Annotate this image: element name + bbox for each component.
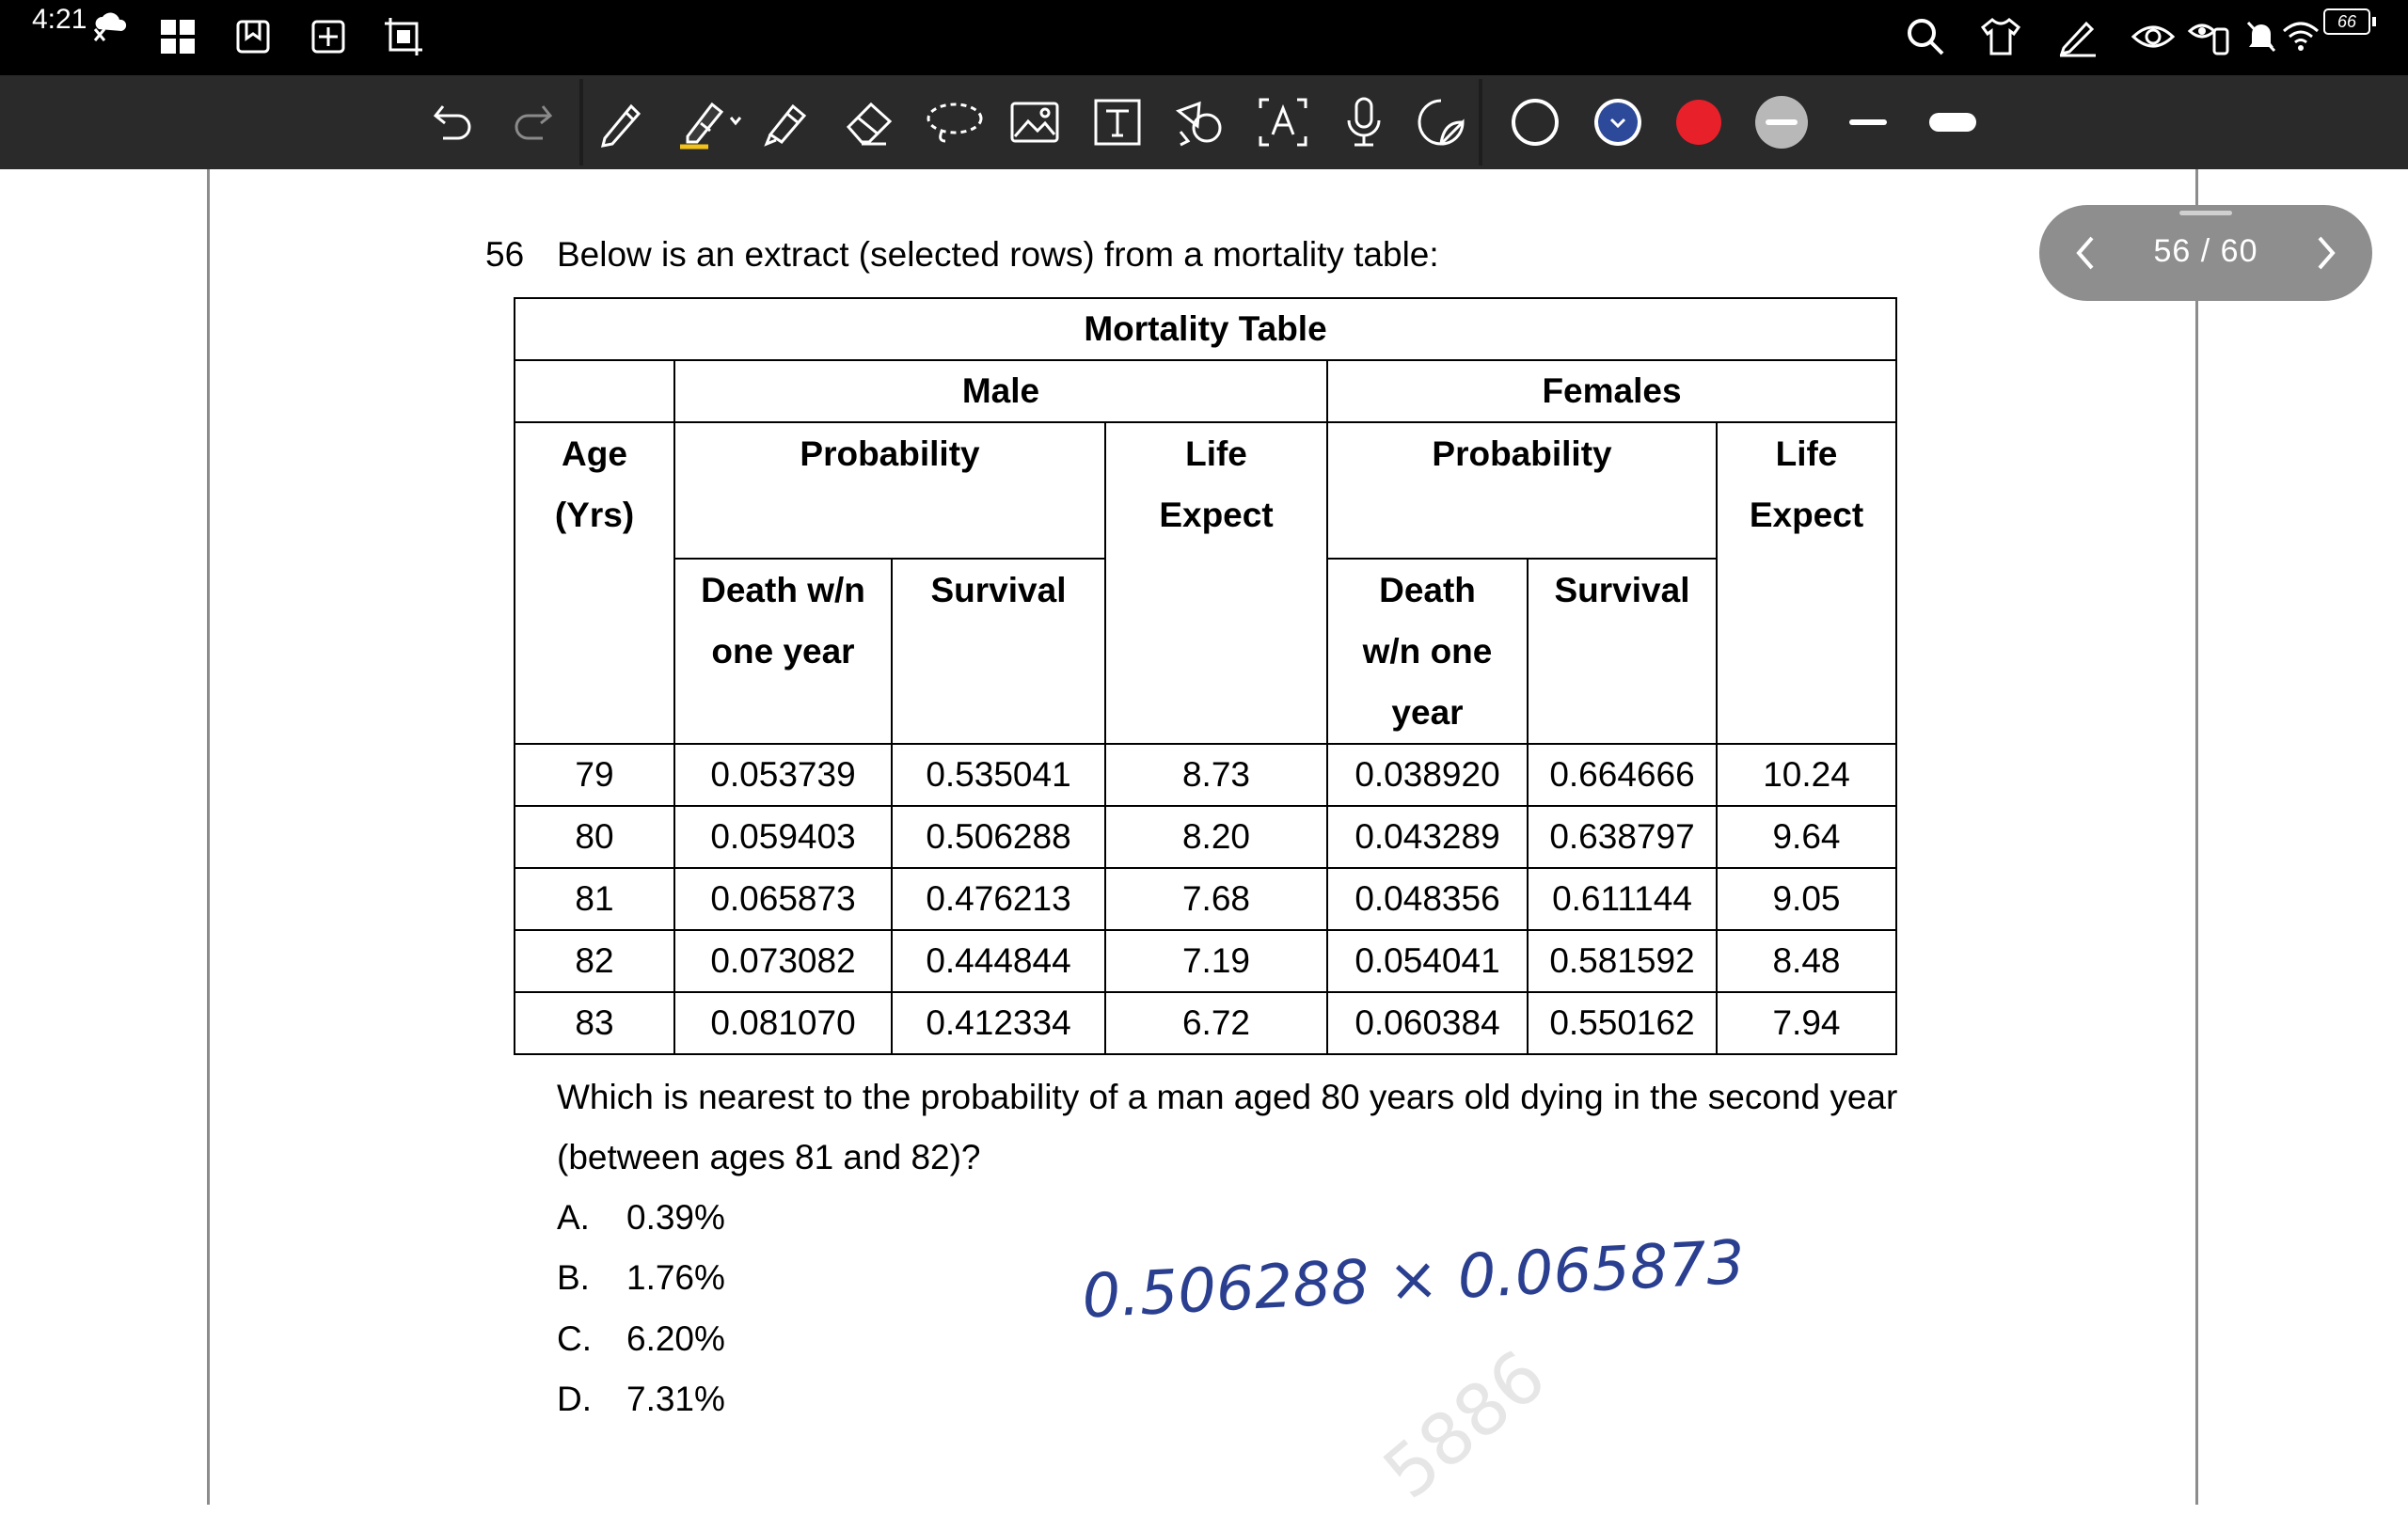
age-header-line2: (Yrs) [554,496,635,534]
male-death-cell: 0.081070 [674,992,892,1054]
male-survival-cell: 0.476213 [892,868,1105,930]
age-cell: 81 [515,868,674,930]
male-survival-cell: 0.412334 [892,992,1105,1054]
color-red-swatch[interactable] [1671,94,1727,150]
male-probability-header: Probability [674,422,1105,559]
empty-header-cell [515,360,674,422]
female-life-expect-header [1717,422,1896,744]
eye-comfort-icon [2182,13,2237,60]
male-life-cell: 8.20 [1105,806,1327,868]
life-line1: Life [1185,434,1247,473]
male-life-cell: 7.68 [1105,868,1327,930]
question-prompt-line2: (between ages 81 and 82)? [557,1138,981,1176]
color-blue-swatch[interactable] [1590,94,1646,150]
female-probability-header: Probability [1327,422,1717,559]
male-life-cell: 8.73 [1105,744,1327,806]
option-text: 6.20% [626,1319,725,1358]
male-death-cell: 0.053739 [674,744,892,806]
female-death-cell: 0.043289 [1327,806,1528,868]
male-death-cell: 0.073082 [674,930,892,992]
option-letter: A. [557,1198,590,1237]
female-survival-cell: 0.611144 [1528,868,1717,930]
age-cell: 79 [515,744,674,806]
grid-apps-icon[interactable] [156,13,199,60]
female-survival-cell: 0.550162 [1528,992,1717,1054]
age-cell: 82 [515,930,674,992]
drag-handle[interactable] [2179,211,2232,215]
color-gray-swatch[interactable] [1753,94,1810,150]
question-prompt-line1: Which is nearest to the probability of a man aged 80 years old dying in the second year [557,1078,1898,1116]
page-left-edge [207,169,210,1505]
handwritten-text: 0.506288 × 0.065873 [1080,1227,1747,1333]
text-recognition-icon[interactable] [1255,94,1311,150]
female-death-line1: Death [1379,571,1476,609]
male-survival-cell: 0.535041 [892,744,1105,806]
female-death-cell: 0.054041 [1327,930,1528,992]
female-life-cell: 9.64 [1717,806,1896,868]
sticker-icon[interactable] [1413,94,1469,150]
table-title: Mortality Table [515,298,1896,360]
microphone-icon[interactable] [1336,94,1392,150]
shape-icon[interactable] [1172,94,1228,150]
life-line2: Expect [1159,496,1274,534]
battery-icon [2321,8,2378,36]
male-death-header [674,559,892,744]
male-death-line2: one year [711,632,855,671]
table-row [515,868,1896,930]
table-row [515,806,1896,868]
female-life-cell: 10.24 [1717,744,1896,806]
male-death-cell: 0.059403 [674,806,892,868]
question-intro: Below is an extract (selected rows) from a mortality table: [557,235,1439,274]
option-letter: C. [557,1319,592,1358]
page-navigator [2039,205,2372,301]
life-line2: Expect [1749,496,1864,534]
age-cell: 80 [515,806,674,868]
option-text: 1.76% [626,1258,725,1297]
female-survival-cell: 0.664666 [1528,744,1717,806]
watermark-text: 5886 [1368,1334,1561,1515]
female-survival-header: Survival [1528,559,1717,744]
highlighter-icon[interactable] [675,94,751,150]
female-life-cell: 7.94 [1717,992,1896,1054]
female-death-line2: w/n one [1362,632,1493,671]
status-bar [0,0,2408,75]
female-death-line3: year [1391,693,1464,732]
image-icon[interactable] [1006,94,1063,150]
age-header [515,422,674,744]
option-text: 0.39% [626,1198,725,1237]
age-cell: 83 [515,992,674,1054]
add-page-icon[interactable] [307,13,350,60]
eraser-icon[interactable] [841,94,897,150]
page-indicator: 56 / 60 [2153,233,2258,269]
female-death-cell: 0.048356 [1327,868,1528,930]
handwritten-calculation[interactable] [1080,1204,1747,1333]
undo-icon[interactable] [425,94,482,150]
mute-bell-icon [2242,13,2280,60]
male-life-expect-header [1105,422,1327,744]
females-header: Females [1327,360,1896,422]
edit-pen-icon[interactable] [2056,13,2099,60]
male-survival-cell: 0.444844 [892,930,1105,992]
search-icon[interactable] [1904,13,1947,60]
female-death-cell: 0.060384 [1327,992,1528,1054]
stroke-thin-icon[interactable] [1840,94,1896,150]
table-row [515,992,1896,1054]
table-row [515,930,1896,992]
male-header: Male [674,360,1327,422]
female-death-header [1327,559,1528,744]
female-survival-cell: 0.638797 [1528,806,1717,868]
stroke-thick-icon[interactable] [1925,94,1981,150]
bookmark-icon[interactable] [231,13,275,60]
toolbar-separator [1479,79,1482,166]
lasso-icon[interactable] [924,94,986,150]
pen-icon[interactable] [593,94,649,150]
clock: 4:21 [32,4,87,35]
marker-icon[interactable] [758,94,815,150]
question-number: 56 [485,235,525,274]
redo-icon[interactable] [504,94,561,150]
option-text: 7.31% [626,1380,725,1418]
text-box-icon[interactable] [1089,94,1146,150]
male-life-cell: 6.72 [1105,992,1327,1054]
reading-mode-eye-icon[interactable] [2131,13,2175,60]
page-right-edge [2195,169,2198,1505]
option-letter: D. [557,1380,592,1418]
female-survival-cell: 0.581592 [1528,930,1717,992]
male-survival-header: Survival [892,559,1105,744]
previous-page-button[interactable] [2062,229,2109,276]
age-header-line1: Age [562,434,627,473]
battery-level: 66 [2323,8,2370,35]
male-survival-cell: 0.506288 [892,806,1105,868]
female-life-cell: 8.48 [1717,930,1896,992]
mortality-table [514,297,1897,1055]
toolbar-separator [579,79,583,166]
color-white-swatch[interactable] [1507,94,1563,150]
female-death-cell: 0.038920 [1327,744,1528,806]
life-line1: Life [1775,434,1838,473]
male-death-line1: Death w/n [701,571,865,609]
crop-page-icon[interactable] [382,13,425,60]
male-death-cell: 0.065873 [674,868,892,930]
wifi-icon [2282,13,2320,60]
cloud-sync-icon [87,2,134,49]
table-row [515,744,1896,806]
next-page-button[interactable] [2303,229,2350,276]
male-life-cell: 7.19 [1105,930,1327,992]
female-life-cell: 9.05 [1717,868,1896,930]
theme-shirt-icon[interactable] [1979,13,2022,60]
option-letter: B. [557,1258,590,1297]
